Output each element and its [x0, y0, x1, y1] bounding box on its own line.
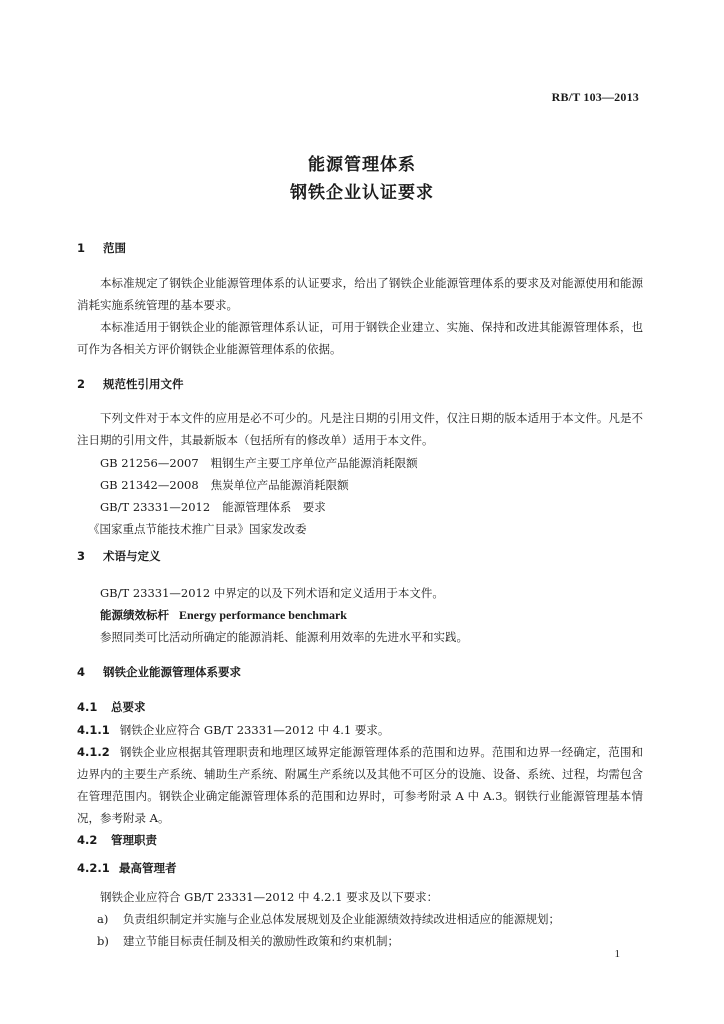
term-definition: 参照同类可比活动所确定的能源消耗、能源利用效率的先进水平和实践。 [100, 630, 468, 644]
reference-catalog: 《国家重点节能技术推广目录》国家发改委 [88, 522, 307, 536]
clause-4-1-1: 4.1.1 钢铁企业应符合 GB/T 23331—2012 中 4.1 要求。 [77, 723, 390, 737]
section-1-paragraph-2: 本标准适用于钢铁企业的能源管理体系认证，可用于钢铁企业建立、实施、保持和改进其能源管理体系，也可作为各相关方评价钢铁企业能源管理体系的依据。 [77, 320, 643, 356]
reference-item: GB/T 23331—2012 能源管理体系 要求 [100, 500, 326, 514]
reference-item: GB 21256—2007 粗钢生产主要工序单位产品能源消耗限额 [100, 456, 418, 470]
section-4-1-heading: 4.1 总要求 [77, 700, 146, 714]
term-entry: 能源绩效标杆 Energy performance benchmark [100, 608, 347, 622]
section-2-heading: 2 规范性引用文件 [77, 377, 184, 391]
section-4-2-heading: 4.2 管理职责 [77, 833, 157, 847]
section-2-intro: 下列文件对于本文件的应用是必不可少的。凡是注日期的引用文件，仅注日期的版本适用于本文件。凡是不注日期的引用文件，其最新版本（包括所有的修改单）适用于本文件。 [77, 411, 643, 447]
section-1-paragraph-1: 本标准规定了钢铁企业能源管理体系的认证要求，给出了钢铁企业能源管理体系的要求及对能源使用和能源消耗实施系统管理的基本要求。 [77, 276, 643, 312]
list-item: b) 建立节能目标责任制及相关的激励性政策和约束机制； [97, 934, 399, 948]
section-4-2-1-heading: 4.2.1 最高管理者 [77, 861, 177, 875]
list-item: a) 负责组织制定并实施与企业总体发展规划及企业能源绩效持续改进相适应的能源规划； [97, 912, 560, 926]
clause-4-2-1-intro: 钢铁企业应符合 GB/T 23331—2012 中 4.2.1 要求及以下要求： [100, 890, 439, 904]
reference-item: GB 21342—2008 焦炭单位产品能源消耗限额 [100, 478, 349, 492]
clause-4-1-2: 4.1.2 钢铁企业应根据其管理职责和地理区域界定能源管理体系的范围和边界。范围和边界一经确定，范围和边界内的主要生产系统、辅助生产系统、附属生产系统以及其他不可区分的设施、设备、系统、过程，均需包含在管理范围内。钢铁企业确定能源管理体系的范围和边界时，可参考附录 A 中 A.3。钢铁行业能源管理基本情况，参考附录 A。 [77, 745, 643, 825]
page-number: 1 [614, 948, 620, 960]
document-title-line2: 钢铁企业认证要求 [290, 183, 434, 203]
standard-code: RB/T 103—2013 [551, 90, 639, 104]
document-title-line1: 能源管理体系 [308, 155, 416, 175]
section-1-heading: 1 范围 [77, 241, 126, 255]
section-4-heading: 4 钢铁企业能源管理体系要求 [77, 665, 241, 679]
section-3-intro: GB/T 23331—2012 中界定的以及下列术语和定义适用于本文件。 [100, 586, 444, 600]
section-3-heading: 3 术语与定义 [77, 549, 161, 563]
